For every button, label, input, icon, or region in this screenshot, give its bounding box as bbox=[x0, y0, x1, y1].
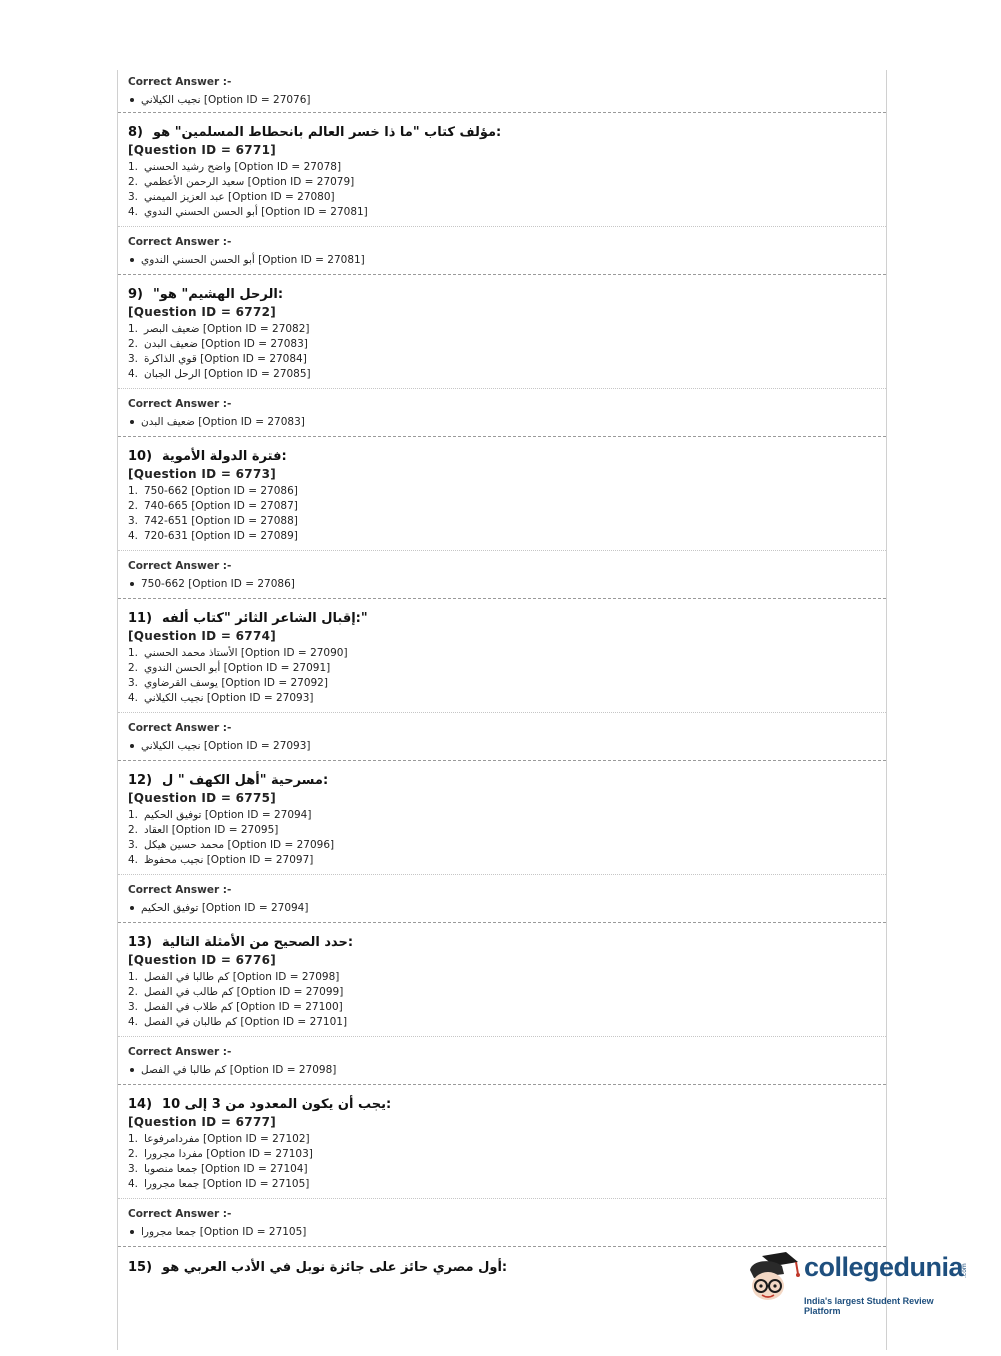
option-index: 3. bbox=[128, 515, 139, 527]
option-index: 2. bbox=[128, 176, 139, 188]
option-item bbox=[128, 853, 886, 868]
question-id: [Question ID = 6773] bbox=[128, 467, 277, 481]
option-text: توفيق الحكيم [Option ID = 27094] bbox=[144, 809, 312, 821]
correct-answer-label: Correct Answer :- bbox=[128, 560, 232, 572]
options-list bbox=[128, 322, 886, 382]
option-item bbox=[128, 1147, 886, 1162]
option-item bbox=[128, 1162, 886, 1177]
option-item bbox=[128, 352, 886, 367]
option-item bbox=[128, 205, 886, 220]
option-item bbox=[128, 808, 886, 823]
option-index: 4. bbox=[128, 1016, 139, 1028]
option-item bbox=[128, 337, 886, 352]
option-text: جمعا منصوبا [Option ID = 27104] bbox=[144, 1163, 308, 1175]
option-index: 4. bbox=[128, 530, 139, 542]
correct-answer-block bbox=[118, 875, 886, 922]
option-text: عبد العزيز الميمني [Option ID = 27080] bbox=[144, 191, 335, 203]
option-item bbox=[128, 1015, 886, 1030]
question-block bbox=[118, 437, 886, 599]
option-text: نجيب الكيلاني [Option ID = 27093] bbox=[144, 692, 314, 704]
logo-brand: collegedunia bbox=[804, 1252, 964, 1282]
correct-answer-label: Correct Answer :- bbox=[128, 1046, 232, 1058]
option-item bbox=[128, 823, 886, 838]
options-list bbox=[128, 484, 886, 544]
option-item bbox=[128, 1000, 886, 1015]
option-text: نجيب محفوظ [Option ID = 27097] bbox=[144, 854, 314, 866]
correct-answer-label: Correct Answer :- bbox=[128, 1208, 232, 1220]
option-text: ضعيف البصر [Option ID = 27082] bbox=[144, 323, 310, 335]
option-index: 2. bbox=[128, 338, 139, 350]
question-id: [Question ID = 6771] bbox=[128, 143, 277, 157]
option-text: كم طالبان في الفصل [Option ID = 27101] bbox=[144, 1016, 348, 1028]
option-text: 720-631 [Option ID = 27089] bbox=[144, 530, 298, 542]
option-index: 1. bbox=[128, 161, 139, 173]
option-index: 3. bbox=[128, 1001, 139, 1013]
correct-answer-text: نجيب الكيلاني [Option ID = 27076] bbox=[128, 92, 886, 108]
question-body bbox=[118, 437, 886, 551]
option-index: 4. bbox=[128, 1178, 139, 1190]
option-index: 2. bbox=[128, 1148, 139, 1160]
correct-answer-text: نجيب الكيلاني [Option ID = 27093] bbox=[128, 738, 886, 754]
option-index: 4. bbox=[128, 692, 139, 704]
option-text: يوسف القرضاوي [Option ID = 27092] bbox=[144, 677, 328, 689]
question-list bbox=[118, 113, 886, 1247]
question-number: 15) bbox=[128, 1260, 153, 1275]
question-number: 12) bbox=[128, 773, 153, 788]
option-text: أبو الحسن الندوي [Option ID = 27091] bbox=[144, 662, 331, 674]
correct-answer-label: Correct Answer :- bbox=[128, 722, 232, 734]
question-number: 9) bbox=[128, 287, 143, 302]
correct-answer-text: توفيق الحكيم [Option ID = 27094] bbox=[128, 900, 886, 916]
question-id: [Question ID = 6777] bbox=[128, 1115, 277, 1129]
option-item bbox=[128, 484, 886, 499]
option-item bbox=[128, 322, 886, 337]
option-item bbox=[128, 160, 886, 175]
option-text: ضعيف البدن [Option ID = 27083] bbox=[144, 338, 308, 350]
question-number: 14) bbox=[128, 1097, 153, 1112]
correct-answer-block bbox=[118, 227, 886, 274]
option-text: الرحل الجبان [Option ID = 27085] bbox=[144, 368, 311, 380]
option-item bbox=[128, 175, 886, 190]
mascot-icon bbox=[742, 1250, 802, 1310]
question-text: مؤلف كتاب "ما ذا خسر العالم بانحطاط المسلمين" هو: bbox=[153, 125, 502, 140]
option-index: 1. bbox=[128, 1133, 139, 1145]
options-list bbox=[128, 646, 886, 706]
option-text: واضح رشيد الحسني [Option ID = 27078] bbox=[144, 161, 342, 173]
correct-answer-text: أبو الحسن الحسني الندوي [Option ID = 27081] bbox=[128, 252, 886, 268]
question-id: [Question ID = 6772] bbox=[128, 305, 277, 319]
option-index: 3. bbox=[128, 353, 139, 365]
question-body bbox=[118, 275, 886, 389]
option-text: 740-665 [Option ID = 27087] bbox=[144, 500, 298, 512]
option-text: 742-651 [Option ID = 27088] bbox=[144, 515, 298, 527]
question-number: 10) bbox=[128, 449, 153, 464]
options-list bbox=[128, 1132, 886, 1192]
options-list bbox=[128, 808, 886, 868]
question-block bbox=[118, 761, 886, 923]
question-block bbox=[118, 1085, 886, 1247]
question-title bbox=[128, 772, 886, 790]
question-text: مسرحية "أهل الكهف " ل: bbox=[162, 773, 329, 788]
option-item bbox=[128, 1132, 886, 1147]
option-index: 2. bbox=[128, 662, 139, 674]
option-item bbox=[128, 676, 886, 691]
option-item bbox=[128, 499, 886, 514]
option-index: 2. bbox=[128, 986, 139, 998]
option-item bbox=[128, 691, 886, 706]
option-item bbox=[128, 646, 886, 661]
logo-domain: .com bbox=[961, 1263, 968, 1278]
question-text: فترة الدولة الأموية: bbox=[162, 449, 287, 464]
option-text: جمعا مجرورا [Option ID = 27105] bbox=[144, 1178, 310, 1190]
option-text: كم طالبا في الفصل [Option ID = 27098] bbox=[144, 971, 340, 983]
question-block bbox=[118, 275, 886, 437]
option-item bbox=[128, 1177, 886, 1192]
correct-answer-label: Correct Answer :- bbox=[128, 76, 232, 88]
question-title bbox=[128, 448, 886, 466]
correct-answer-block bbox=[118, 1037, 886, 1084]
question-text: حدد الصحيح من الأمثلة التالية: bbox=[162, 935, 354, 950]
option-text: محمد حسين هيكل [Option ID = 27096] bbox=[144, 839, 335, 851]
question-title bbox=[128, 286, 886, 304]
correct-answer-block bbox=[118, 713, 886, 760]
question-title bbox=[128, 610, 886, 628]
question-title bbox=[128, 1096, 886, 1114]
question-block bbox=[118, 113, 886, 275]
question-body bbox=[118, 761, 886, 875]
option-text: مفردامرفوعا [Option ID = 27102] bbox=[144, 1133, 310, 1145]
option-index: 1. bbox=[128, 809, 139, 821]
correct-answer-label: Correct Answer :- bbox=[128, 236, 232, 248]
correct-answer-text: ضعيف البدن [Option ID = 27083] bbox=[128, 414, 886, 430]
option-index: 4. bbox=[128, 368, 139, 380]
option-item bbox=[128, 514, 886, 529]
option-item bbox=[128, 838, 886, 853]
option-index: 1. bbox=[128, 971, 139, 983]
collegedunia-logo bbox=[742, 1250, 972, 1316]
question-block bbox=[118, 599, 886, 761]
question-title bbox=[128, 124, 886, 142]
option-index: 3. bbox=[128, 677, 139, 689]
options-list bbox=[128, 160, 886, 220]
option-text: العقاد [Option ID = 27095] bbox=[144, 824, 279, 836]
previous-answer-block bbox=[118, 70, 886, 113]
question-text: أول مصري حائز على جائزة نوبل في الأدب العربي هو: bbox=[162, 1260, 508, 1275]
question-id: [Question ID = 6776] bbox=[128, 953, 277, 967]
correct-answer-text: كم طالبا في الفصل [Option ID = 27098] bbox=[128, 1062, 886, 1078]
question-body bbox=[118, 599, 886, 713]
correct-answer-text: 750-662 [Option ID = 27086] bbox=[128, 576, 886, 592]
question-text: إقبال الشاعر الثائر "كتاب ألفه:" bbox=[162, 611, 368, 626]
option-index: 4. bbox=[128, 206, 139, 218]
correct-answer-text: جمعا مجرورا [Option ID = 27105] bbox=[128, 1224, 886, 1240]
question-body bbox=[118, 923, 886, 1037]
option-text: الأستاذ محمد الحسني [Option ID = 27090] bbox=[144, 647, 348, 659]
option-text: قوي الذاكرة [Option ID = 27084] bbox=[144, 353, 307, 365]
correct-answer-block bbox=[118, 551, 886, 598]
question-block bbox=[118, 923, 886, 1085]
correct-answer-block bbox=[118, 389, 886, 436]
option-index: 1. bbox=[128, 485, 139, 497]
option-index: 1. bbox=[128, 647, 139, 659]
question-number: 8) bbox=[128, 125, 143, 140]
option-index: 1. bbox=[128, 323, 139, 335]
correct-answer-block bbox=[118, 1199, 886, 1246]
correct-answer-label: Correct Answer :- bbox=[128, 398, 232, 410]
option-index: 2. bbox=[128, 500, 139, 512]
question-text: "الرحل الهشيم" هو: bbox=[153, 287, 284, 302]
question-number: 13) bbox=[128, 935, 153, 950]
correct-answer-label: Correct Answer :- bbox=[128, 884, 232, 896]
question-body bbox=[118, 1085, 886, 1199]
option-index: 4. bbox=[128, 854, 139, 866]
question-number: 11) bbox=[128, 611, 153, 626]
option-text: كم طالب في الفصل [Option ID = 27099] bbox=[144, 986, 344, 998]
options-list bbox=[128, 970, 886, 1030]
answer-key-page bbox=[117, 70, 887, 1350]
option-item bbox=[128, 970, 886, 985]
option-text: أبو الحسن الحسني الندوي [Option ID = 27081] bbox=[144, 206, 368, 218]
option-text: 750-662 [Option ID = 27086] bbox=[144, 485, 298, 497]
option-text: كم طلاب في الفصل [Option ID = 27100] bbox=[144, 1001, 343, 1013]
option-item bbox=[128, 985, 886, 1000]
option-index: 2. bbox=[128, 824, 139, 836]
question-title bbox=[128, 934, 886, 952]
option-item bbox=[128, 367, 886, 382]
question-id: [Question ID = 6775] bbox=[128, 791, 277, 805]
option-index: 3. bbox=[128, 191, 139, 203]
option-item bbox=[128, 190, 886, 205]
option-text: مفردا مجرورا [Option ID = 27103] bbox=[144, 1148, 313, 1160]
option-item bbox=[128, 529, 886, 544]
option-index: 3. bbox=[128, 1163, 139, 1175]
option-item bbox=[128, 661, 886, 676]
option-index: 3. bbox=[128, 839, 139, 851]
option-text: سعيد الرحمن الأعظمي [Option ID = 27079] bbox=[144, 176, 355, 188]
logo-tagline: India's largest Student Review Platform bbox=[804, 1296, 934, 1316]
question-id: [Question ID = 6774] bbox=[128, 629, 277, 643]
question-body bbox=[118, 113, 886, 227]
question-text: يجب أن يكون المعدود من 3 إلى 10: bbox=[162, 1097, 392, 1112]
